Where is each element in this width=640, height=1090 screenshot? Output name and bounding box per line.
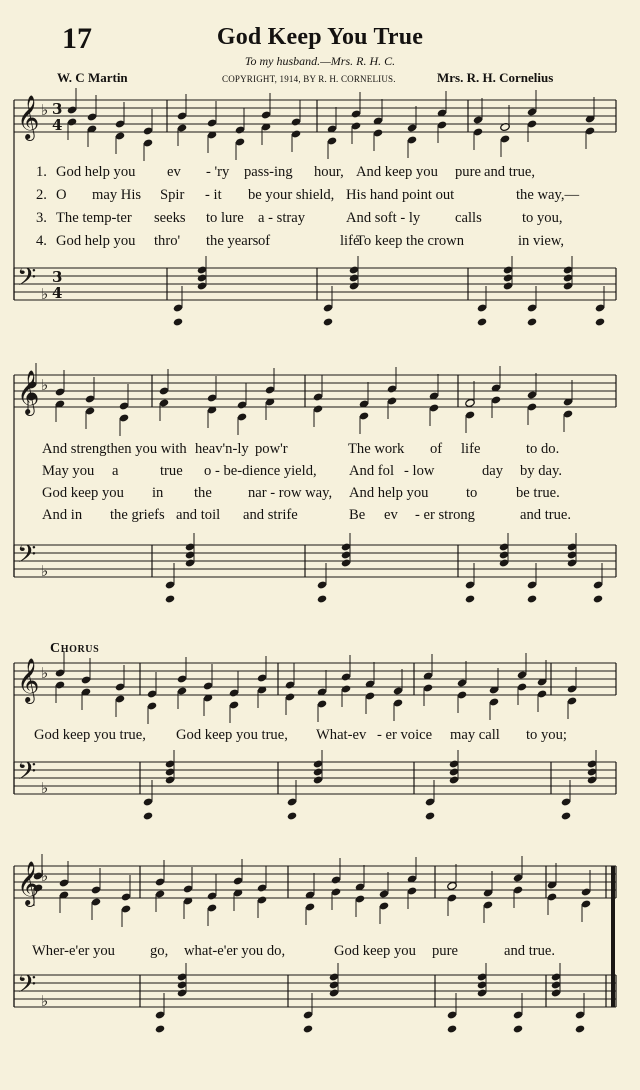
staff-bass bbox=[14, 545, 616, 577]
staff-treble bbox=[14, 375, 616, 407]
verse-lyric-1: And keep you bbox=[356, 164, 438, 180]
flat-key-signature-icon: ♭ bbox=[41, 664, 49, 682]
verse-lyric-3: seeks bbox=[154, 210, 186, 226]
verse-lyric-4: To keep the crown bbox=[356, 233, 464, 249]
verse-lyric-2: Spir bbox=[160, 187, 185, 203]
verse-lyric-2: - low bbox=[404, 463, 435, 479]
treble-clef-icon: 𝄞 bbox=[17, 370, 40, 414]
note-head bbox=[465, 594, 475, 603]
verse-lyric-2: be your shield, bbox=[248, 187, 335, 203]
verse-lyric-3: to bbox=[466, 485, 478, 501]
verse-lyric-4: and true. bbox=[520, 507, 572, 523]
note-head bbox=[317, 594, 327, 603]
verse-lyric-2: - it bbox=[205, 187, 222, 203]
bass-clef-icon: 𝄢 bbox=[17, 757, 37, 792]
verse-lyric-2: 2. bbox=[36, 187, 47, 203]
time-signature: 3 bbox=[52, 268, 63, 286]
chorus-lyric: what-e'er you do, bbox=[184, 943, 286, 959]
verse-lyric-4: life bbox=[340, 233, 360, 249]
note-head bbox=[595, 317, 605, 326]
verse-lyric-4: And in bbox=[42, 507, 83, 523]
chorus-lyric: to you; bbox=[526, 727, 567, 743]
hymn-title: God Keep You True bbox=[216, 24, 424, 50]
chorus-lyric: go, bbox=[150, 943, 169, 959]
time-signature: 4 bbox=[52, 284, 63, 302]
verse-lyric-2: o - be-dience yield, bbox=[204, 463, 317, 479]
verse-lyric-3: in bbox=[152, 485, 164, 501]
dedication: To my husband.—Mrs. R. H. C. bbox=[244, 54, 396, 68]
verse-lyric-4: 4. bbox=[36, 233, 47, 249]
verse-lyric-1: and true, bbox=[484, 164, 536, 180]
flat-key-signature-icon: ♭ bbox=[41, 867, 49, 885]
chorus-lyric: God keep you true, bbox=[176, 727, 288, 743]
note-head bbox=[447, 1024, 457, 1033]
verse-lyric-2: day bbox=[482, 463, 504, 479]
chorus-lyric: God keep you bbox=[334, 943, 416, 959]
note-head bbox=[593, 594, 603, 603]
note-head bbox=[143, 811, 153, 820]
chorus-lyric: - er voice bbox=[377, 727, 433, 743]
note-head bbox=[165, 594, 175, 603]
verse-lyric-4: of bbox=[258, 233, 271, 249]
treble-clef-icon: 𝄞 bbox=[17, 658, 40, 702]
chorus-lyric: and true. bbox=[504, 943, 556, 959]
verse-lyric-2: And fol bbox=[349, 463, 394, 479]
chorus-lyric: Wher-e'er you bbox=[32, 943, 115, 959]
bass-clef-icon: 𝄢 bbox=[17, 540, 37, 575]
verse-lyric-4: Be bbox=[349, 507, 366, 523]
composer-credit: W. C Martin bbox=[57, 70, 128, 85]
flat-key-signature-icon: ♭ bbox=[41, 779, 49, 797]
verse-lyric-2: by day. bbox=[520, 463, 563, 479]
verse-lyric-1: God help you bbox=[56, 164, 136, 180]
time-signature: 3 bbox=[52, 100, 63, 118]
verse-lyric-3: to you, bbox=[522, 210, 563, 226]
time-signature: 4 bbox=[52, 116, 63, 134]
hymn-number: 17 bbox=[62, 22, 92, 55]
flat-key-signature-icon: ♭ bbox=[41, 562, 49, 580]
note-head bbox=[155, 1024, 165, 1033]
verse-lyric-1: ev bbox=[167, 164, 181, 180]
note-head bbox=[575, 1024, 585, 1033]
chorus-lyric: pure bbox=[432, 943, 458, 959]
flat-key-signature-icon: ♭ bbox=[41, 376, 49, 394]
bass-clef-icon: 𝄢 bbox=[17, 970, 37, 1005]
flat-key-signature-icon: ♭ bbox=[41, 992, 49, 1010]
verse-lyric-1: 1. bbox=[36, 164, 47, 180]
verse-lyric-4: - er strong bbox=[415, 507, 475, 523]
verse-lyric-4: the years bbox=[206, 233, 259, 249]
chorus-lyric: may call bbox=[450, 727, 500, 743]
treble-clef-icon: 𝄞 bbox=[17, 861, 40, 905]
treble-clef-icon: 𝄞 bbox=[17, 95, 40, 139]
verse-lyric-1: hour, bbox=[314, 164, 344, 180]
note-head bbox=[527, 594, 537, 603]
note-head bbox=[303, 1024, 313, 1033]
note-head bbox=[287, 811, 297, 820]
verse-lyric-3: And help you bbox=[349, 485, 429, 501]
verse-lyric-4: the griefs bbox=[110, 507, 165, 523]
note-head bbox=[477, 317, 487, 326]
staff-treble bbox=[14, 866, 616, 898]
chorus-lyric: What-ev bbox=[316, 727, 367, 743]
verse-lyric-4: in view, bbox=[518, 233, 565, 249]
verse-lyric-3: 3. bbox=[36, 210, 47, 226]
verse-lyric-3: the bbox=[194, 485, 212, 501]
bass-clef-icon: 𝄢 bbox=[17, 263, 37, 298]
verse-lyric-1: pass-ing bbox=[244, 164, 293, 180]
verse-lyric-4: God help you bbox=[56, 233, 136, 249]
verse-lyric-1: heav'n-ly bbox=[195, 441, 249, 457]
flat-key-signature-icon: ♭ bbox=[41, 285, 49, 303]
final-barline bbox=[611, 866, 615, 1007]
verse-lyric-2: true bbox=[160, 463, 183, 479]
verse-lyric-3: God keep you bbox=[42, 485, 124, 501]
verse-lyric-3: nar - row way, bbox=[248, 485, 333, 501]
staff-bass bbox=[14, 975, 616, 1007]
copyright-notice: COPYRIGHT, 1914, BY R. H. CORNELIUS. bbox=[222, 74, 396, 84]
verse-lyric-2: may His bbox=[92, 187, 142, 203]
verse-lyric-2: a bbox=[112, 463, 119, 479]
verse-lyric-3: be true. bbox=[516, 485, 560, 501]
staff-bass bbox=[14, 268, 616, 300]
note-head bbox=[561, 811, 571, 820]
verse-lyric-2: His hand point out bbox=[346, 187, 455, 203]
verse-lyric-1: to do. bbox=[526, 441, 560, 457]
verse-lyric-2: May you bbox=[42, 463, 95, 479]
verse-lyric-2: the way,— bbox=[516, 187, 580, 203]
verse-lyric-1: The work bbox=[348, 441, 405, 457]
verse-lyric-1: pow'r bbox=[255, 441, 288, 457]
verse-lyric-3: The temp-ter bbox=[56, 210, 132, 226]
verse-lyric-4: and strife bbox=[243, 507, 298, 523]
verse-lyric-4: ev bbox=[384, 507, 398, 523]
note-head bbox=[513, 1024, 523, 1033]
verse-lyric-2: O bbox=[56, 187, 67, 203]
verse-lyric-4: and toil bbox=[176, 507, 221, 523]
staff-treble bbox=[14, 100, 616, 132]
verse-lyric-3: calls bbox=[455, 210, 482, 226]
verse-lyric-1: of bbox=[430, 441, 443, 457]
verse-lyric-1: life bbox=[461, 441, 481, 457]
verse-lyric-1: pure bbox=[455, 164, 481, 180]
chorus-label: Chorus bbox=[50, 641, 100, 656]
chorus-lyric: God keep you true, bbox=[34, 727, 146, 743]
lyricist-credit: Mrs. R. H. Cornelius bbox=[437, 70, 554, 85]
verse-lyric-1: And strengthen you with bbox=[42, 441, 187, 457]
note-head bbox=[173, 317, 183, 326]
note-head bbox=[527, 317, 537, 326]
note-head bbox=[323, 317, 333, 326]
flat-key-signature-icon: ♭ bbox=[41, 101, 49, 119]
verse-lyric-3: a - stray bbox=[258, 210, 306, 226]
note-head bbox=[425, 811, 435, 820]
verse-lyric-3: And soft - ly bbox=[346, 210, 421, 226]
verse-lyric-3: to lure bbox=[206, 210, 244, 226]
verse-lyric-4: thro' bbox=[154, 233, 181, 249]
verse-lyric-1: - 'ry bbox=[206, 164, 230, 180]
